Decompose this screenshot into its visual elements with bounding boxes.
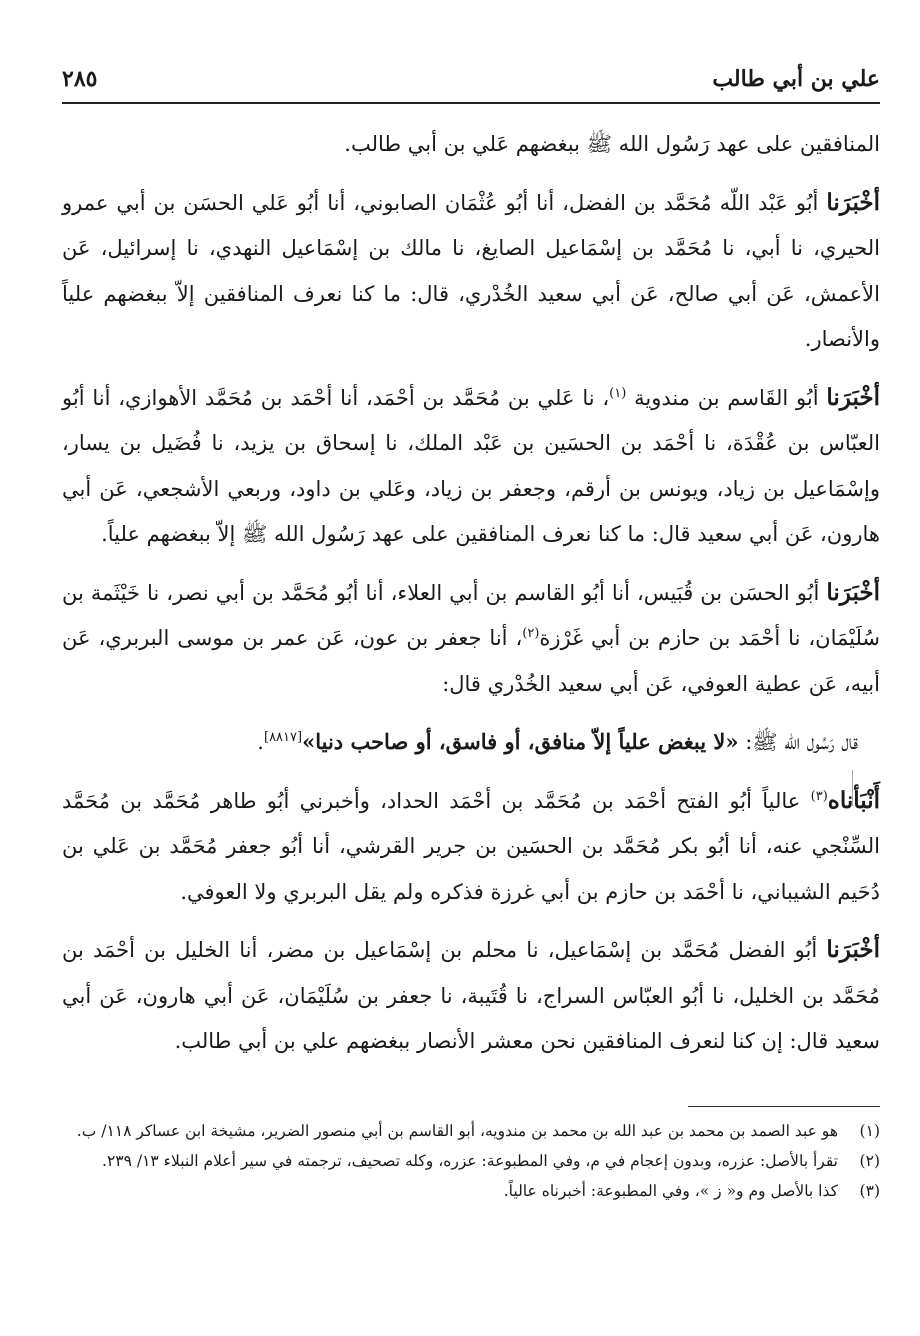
footnote-ref-3[interactable]: (٣) — [810, 788, 828, 804]
footnote-number: (٣) — [859, 1182, 880, 1200]
footnote-1 — [62, 1118, 880, 1144]
running-title: علي بن أبي طالب — [712, 66, 880, 92]
footnotes — [62, 1118, 880, 1208]
footnote-ref-2[interactable]: (٢) — [522, 626, 540, 641]
paragraph-4 — [62, 570, 880, 708]
footnote-2 — [62, 1148, 880, 1174]
paragraph-5-text-b: . — [257, 730, 264, 754]
header-rule — [62, 102, 880, 104]
footnote-number: (٢) — [859, 1152, 880, 1170]
paragraph-3-text-a: أبُو القَاسم بن مندوية — [626, 385, 827, 410]
paragraph-3-text-b: ، نا عَلي بن مُحَمَّد بن أحْمَد، أنا أحْمَد بن مُحَمَّد الأهوازي، أنا أبُو العبّاس بن عُقْدَة، نا أحْمَد بن الحسَين بن عَبْد الملك، نا إسحاق بن يزيد، نا فُضَيل بن يسار، وإسْمَاعيل بن زياد، ويونس بن أرقم، وجعفر بن زياد، وعَلي بن داود، وربعي الأشجعي، عَن أبي هارون، عَن أبي سعيد قال: ما كنا نعرف المنافقين على عهد رَسُول الله ﷺ إلاّ ببغضهم علياً. — [62, 385, 880, 546]
page-header — [62, 62, 880, 102]
paragraph-6-text: عالياً أبُو الفتح أحْمَد بن مُحَمَّد بن أحْمَد الحداد، وأخبرني أبُو طاهر مُحَمَّد بن مُحَمَّد السِّنْجي عنه، أنا أبُو بكر مُحَمَّد بن الحسَين بن جرير القرشي، أنا أبُو جعفر مُحَمَّد بن عَلي بن دُحَيم الشيباني، نا أحْمَد بن حازم بن أبي غرزة فذكره ولم يقل البربري ولا العوفي. — [62, 788, 880, 904]
paragraph-7-text: أبُو الفضل مُحَمَّد بن إسْمَاعيل، نا محلم بن إسْمَاعيل بن مضر، أنا الخليل بن أحْمَد بن مُحَمَّد بن الخليل، نا أبُو العبّاس السراج، نا قُتَيبة، نا جعفر بن سُلَيْمَان، عَن أبي هارون، عَن أبي سعيد قال: إن كنا لنعرف المنافقين نحن معشر الأنصار ببغضهم علي بن أبي طالب. — [62, 938, 880, 1053]
paragraph-2 — [62, 180, 880, 363]
paragraph-7 — [62, 927, 880, 1065]
hadith-number: [٨٨١٧] — [263, 730, 303, 745]
margin-mark — [852, 770, 853, 806]
keyword-akhbarana: أخْبَرَنا — [826, 383, 880, 411]
paragraph-5-hadith — [62, 719, 880, 766]
paragraph-4-text-b: ، أنا جعفر بن عون، عَن عمر بن موسى البربري، عَن أبيه، عَن عطية العوفي، عَن أبي سعيد الخُدْري قال: — [62, 626, 880, 696]
footnote-3 — [62, 1178, 880, 1204]
keyword-anbaanah: أَنْبَأناه — [827, 786, 880, 814]
footnote-text: تقرأ بالأصل: عزره، وبدون إعجام في م، وفي المطبوعة: عزره، وكله تصحيف، ترجمته في سير أعلام النبلاء ١٣/ ٢٣٩. — [102, 1152, 838, 1170]
keyword-akhbarana: أخْبَرَنا — [826, 578, 880, 606]
paragraph-6 — [62, 778, 880, 916]
paragraph-2-text: أبُو عَبْد اللّه مُحَمَّد بن الفضل، أنا أبُو عُثْمَان الصابوني، أنا أبُو عَلي الحسَن بن أبي عمرو الحيري، نا أبي، نا مُحَمَّد بن إسْمَاعيل الصايغ، نا مالك بن إسْمَاعيل النهدي، نا إسرائيل، عَن الأعمش، عَن أبي صالح، عَن أبي سعيد الخُدْري، قال: ما كنا نعرف المنافقين إلاّ ببغضهم علياً والأنصار. — [62, 190, 880, 351]
paragraph-3 — [62, 375, 880, 558]
paragraph-5-text-a: قال رَسُول الله ﷺ: — [738, 730, 858, 754]
footnote-ref-1[interactable]: (١) — [609, 385, 627, 401]
hadith-text: «لا يبغض علياً إلاّ منافق، أو فاسق، أو صاحب دنيا» — [302, 729, 739, 754]
paragraph-1-text: المنافقين على عهد رَسُول الله ﷺ ببغضهم عَلي بن أبي طالب. — [344, 132, 880, 156]
keyword-akhbarana: أخْبَرَنا — [826, 188, 880, 216]
paragraph-1 — [62, 122, 880, 168]
footnote-number: (١) — [859, 1122, 880, 1140]
main-text — [62, 122, 880, 1077]
footnote-rule — [688, 1106, 880, 1107]
footnote-text: كذا بالأصل وم و« ز »، وفي المطبوعة: أخبرناه عالياً. — [503, 1182, 838, 1200]
page-number: ٢٨٥ — [62, 66, 98, 92]
keyword-akhbarana: أخْبَرَنا — [826, 936, 880, 963]
paragraph-4-text-a: أبُو الحسَن بن قُبَيس، أنا أبُو القاسم بن أبي العلاء، أنا أبُو مُحَمَّد بن أبي نصر، نا خَيْثَمة بن سُلَيْمَان، نا أحْمَد بن حازم بن أبي غَرْزة — [62, 580, 880, 650]
footnote-text: هو عبد الصمد بن محمد بن عبد الله بن محمد بن مندويه، أبو القاسم بن أبي منصور الضرير، مشيخة ابن عساكر ١١٨/ ب. — [76, 1122, 838, 1140]
